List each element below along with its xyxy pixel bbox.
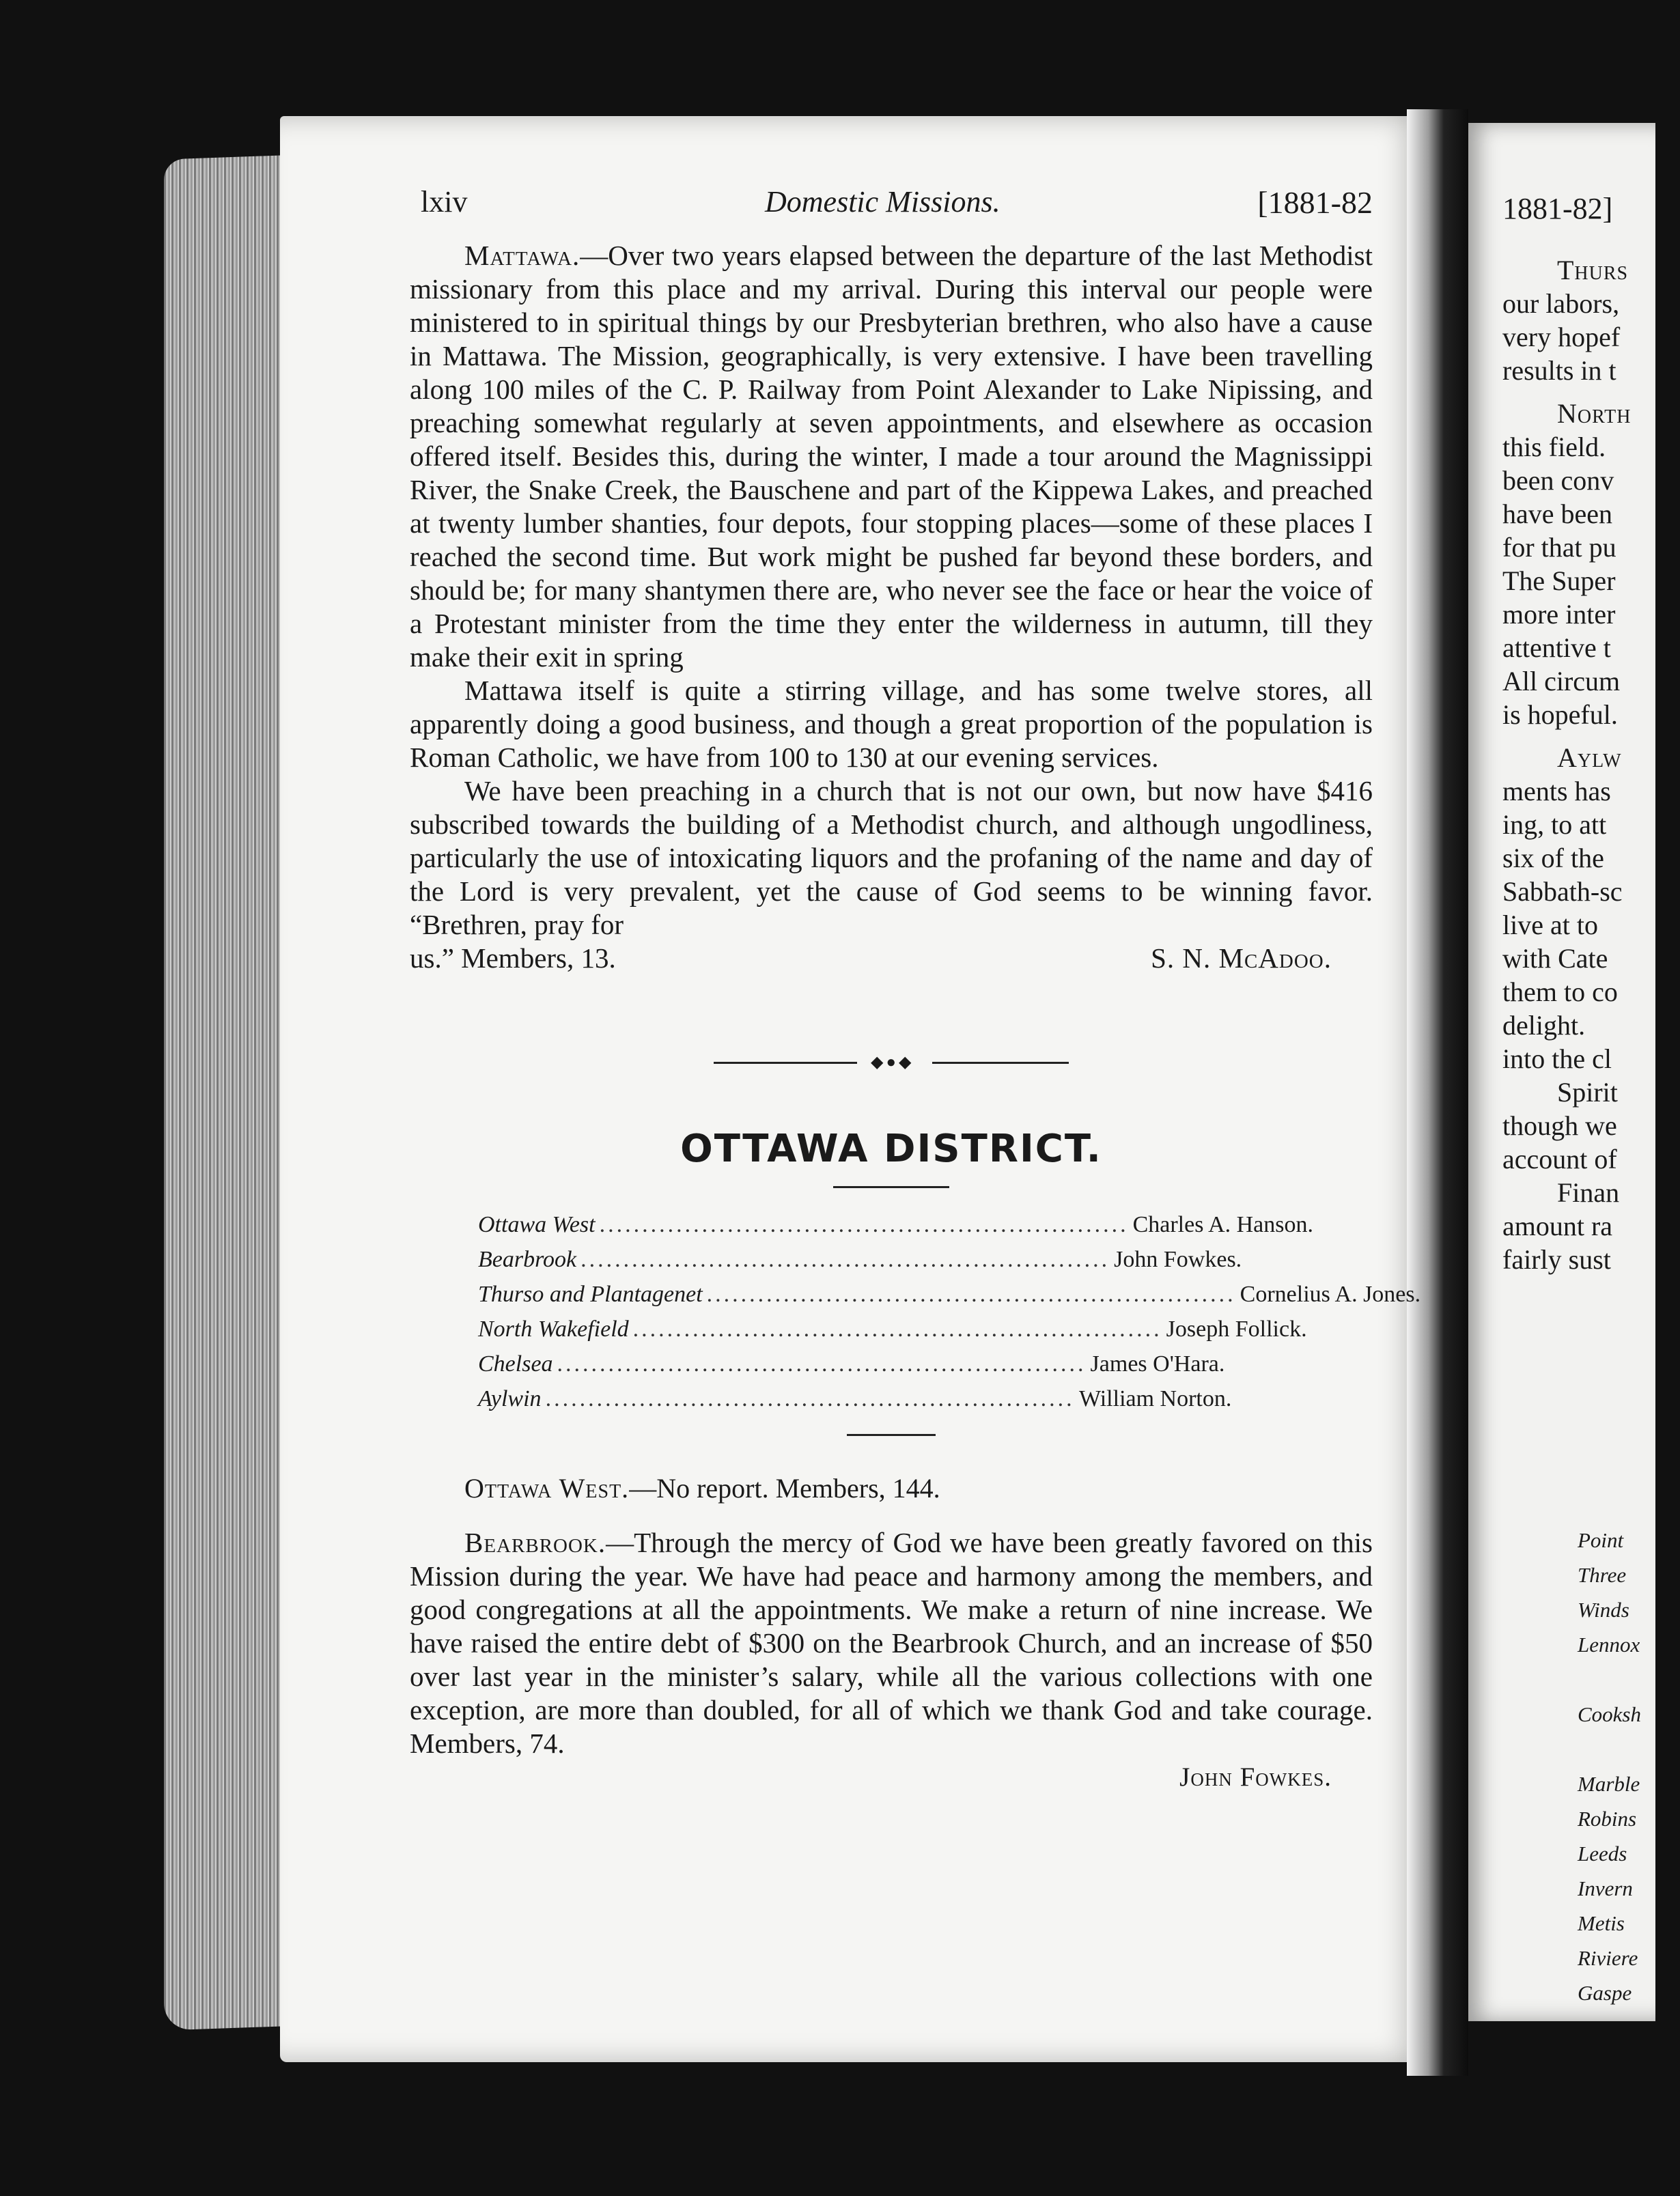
right-page-content	[1502, 191, 1680, 1276]
right-page-line: Spirit	[1557, 1077, 1618, 1108]
divider-rule	[847, 1434, 936, 1436]
roll-minister: John Fowkes.	[1114, 1247, 1242, 1272]
right-roll-entry: Lennox	[1578, 1633, 1640, 1657]
right-roll-entry: Point	[1578, 1528, 1624, 1552]
mattawa-signature: S. N. McAdoo.	[1151, 942, 1332, 974]
mattawa-text: —Over two years elapsed between the departure of the last Methodist missionary from this place and my arrival. During this interval our people were ministered to in spiritual things by our Presbyterian brethren, who also have a cause in Mattawa. The Mission, geographically, is very extensive. I have been travelling along 100 miles of the C. P. Railway from Point Alexander to Lake Nipissing, and preaching somewhat regularly at seven appointments, and elsewhere as occasion offered itself. Besides this, during the winter, I made a tour around the Magnissippi River, the Snake Creek, the Bauschene and part of the Kippewa Lakes, and preached at twenty lumber shanties, four depots, four stopping places—some of these places I reached the second time. But work might be pushed far beyond these borders, and should be; for many shantymen there are, who never see the face or hear the voice of a Protestant minister from the time they enter the wilderness in autumn, till they make their exit in spring	[410, 240, 1373, 673]
right-page-line: delight.	[1502, 1010, 1586, 1041]
right-page-line: though we	[1502, 1110, 1617, 1141]
roll-leader: ..............................................................	[557, 1351, 1087, 1377]
ottawa-west-text: —No report. Members, 144.	[629, 1473, 940, 1504]
right-page-line: them to co	[1502, 976, 1618, 1007]
right-roll-entry: Metis	[1578, 1911, 1625, 1935]
book-gutter	[1407, 109, 1468, 2076]
bearbrook-signature: John Fowkes.	[1179, 1762, 1332, 1792]
right-page-year: 1881-82]	[1502, 192, 1613, 225]
roll-leader: ..............................................................	[706, 1282, 1236, 1307]
bearbrook-paragraph	[410, 1526, 1373, 1760]
right-page-line: The Super	[1502, 565, 1616, 596]
right-roll-entry: Gaspe	[1578, 1981, 1632, 2005]
roll-row	[478, 1381, 1318, 1416]
right-page-line: our labors,	[1502, 288, 1620, 319]
right-page-line: ing, to att	[1502, 809, 1607, 840]
right-roll-entry: Three	[1578, 1563, 1627, 1587]
roll-minister: Joseph Follick.	[1166, 1317, 1307, 1342]
right-page-line: six of the	[1502, 843, 1604, 873]
ottawa-west-entry	[410, 1472, 1373, 1506]
running-title: Domestic Missions.	[765, 185, 1000, 219]
right-page-line	[1502, 731, 1680, 741]
roll-row	[478, 1312, 1318, 1347]
right-roll-entry	[1578, 1732, 1680, 1766]
right-page-line: for that pu	[1502, 532, 1616, 563]
roll-minister: Cornelius A. Jones.	[1240, 1282, 1421, 1307]
roll-mission: Thurso and Plantagenet	[478, 1282, 703, 1307]
roll-leader: ..............................................................	[545, 1386, 1075, 1411]
right-page-line: very hopef	[1502, 322, 1621, 352]
right-roll-entry: Cooksh	[1578, 1702, 1641, 1726]
roll-row	[478, 1242, 1318, 1277]
roll-mission: Bearbrook	[478, 1247, 577, 1272]
right-roll-entry: Marble	[1578, 1772, 1640, 1796]
right-page-line: Aylw	[1557, 742, 1622, 773]
right-page-lines	[1502, 253, 1680, 1276]
page-number: lxiv	[421, 185, 468, 219]
right-page-line: into the cl	[1502, 1043, 1612, 1074]
roll-mission: Ottawa West	[478, 1212, 596, 1237]
right-page-line	[1502, 387, 1680, 397]
roll-row	[478, 1277, 1421, 1312]
mattawa-paragraph-3: We have been preaching in a church that is not our own, but now have $416 subscribed towards the building of a Methodist church, and although ungodliness, particularly the use of intoxicating liquors and the profaning of the name and day of the Lord is very prevalent, yet the cause of God seems to be winning favor. “Brethren, pray for	[410, 775, 1373, 940]
mission-roll	[478, 1207, 1421, 1416]
right-roll-entry: Riviere	[1578, 1946, 1638, 1970]
right-page-line: is hopeful.	[1502, 699, 1618, 730]
right-roll-entry	[1578, 1662, 1680, 1697]
mattawa-members-line	[410, 942, 1373, 975]
roll-mission: Chelsea	[478, 1351, 553, 1377]
roll-leader: ..............................................................	[599, 1212, 1129, 1237]
year-bracket: [1881-82	[1257, 185, 1373, 220]
divider-rule	[833, 1186, 949, 1188]
roll-row	[478, 1207, 1318, 1242]
ottawa-west-heading: Ottawa West.	[464, 1473, 630, 1504]
mattawa-members: us.” Members, 13.	[410, 942, 616, 974]
right-roll-entry: Leeds	[1578, 1842, 1627, 1866]
right-roll-entry: Invern	[1578, 1876, 1633, 1900]
right-page-line: have been	[1502, 498, 1613, 529]
bearbrook-text: —Through the mercy of God we have been greatly favored on this Mission during the year. We have had peace and harmony among the members, and good congregations at all the appointments. We make a return of nine increase. We have raised the entire debt of $300 on the Bearbrook Church, and an increase of $50 over last year in the minister’s salary, while all the various collections with one exception, are more than doubled, for all of which we thank God and take courage. Members, 74.	[410, 1527, 1373, 1759]
right-page-line: amount ra	[1502, 1211, 1613, 1241]
roll-minister: Charles A. Hanson.	[1132, 1212, 1314, 1237]
right-page-line: results in t	[1502, 355, 1616, 386]
right-page-line: attentive t	[1502, 632, 1611, 663]
roll-mission: North Wakefield	[478, 1317, 629, 1342]
roll-mission: Aylwin	[478, 1386, 542, 1411]
mattawa-heading: Mattawa.	[464, 240, 580, 271]
district-title: OTTAWA DISTRICT.	[680, 1127, 1102, 1171]
mattawa-paragraph-2: Mattawa itself is quite a stirring village, and has some twelve stores, all apparently doing a good business, and though a great proportion of the population is Roman Catholic, we have from 100 to 130 at our evening services.	[410, 675, 1373, 773]
running-head	[410, 164, 1373, 225]
right-page-line: Thurs	[1557, 255, 1629, 285]
right-page-line: been conv	[1502, 465, 1614, 496]
roll-leader: ..............................................................	[580, 1247, 1110, 1272]
right-page-line: this field.	[1502, 432, 1606, 462]
right-roll-entry: Robins	[1578, 1807, 1637, 1831]
right-page-line: with Cate	[1502, 943, 1608, 974]
right-page-line: more inter	[1502, 599, 1616, 630]
right-page-line: ments has	[1502, 776, 1611, 806]
roll-leader: ..............................................................	[632, 1317, 1162, 1342]
bearbrook-heading: Bearbrook.	[464, 1527, 606, 1558]
left-page-content	[410, 164, 1421, 1794]
right-page-roll	[1578, 1523, 1680, 2010]
right-page-line: live at to	[1502, 910, 1598, 940]
roll-row	[478, 1347, 1318, 1381]
right-roll-entry: Winds	[1578, 1598, 1629, 1622]
mattawa-paragraph	[410, 239, 1373, 674]
right-page-line: Sabbath-sc	[1502, 876, 1623, 907]
right-page-line: account of	[1502, 1144, 1617, 1174]
right-page-line: Finan	[1557, 1177, 1620, 1208]
right-page-line: fairly sust	[1502, 1244, 1611, 1275]
section-ornament: ◆●◆	[714, 1056, 1069, 1069]
roll-minister: William Norton.	[1079, 1386, 1232, 1411]
right-page-line: North	[1557, 398, 1632, 429]
roll-minister: James O'Hara.	[1090, 1351, 1225, 1377]
right-page-line: All circum	[1502, 666, 1621, 696]
